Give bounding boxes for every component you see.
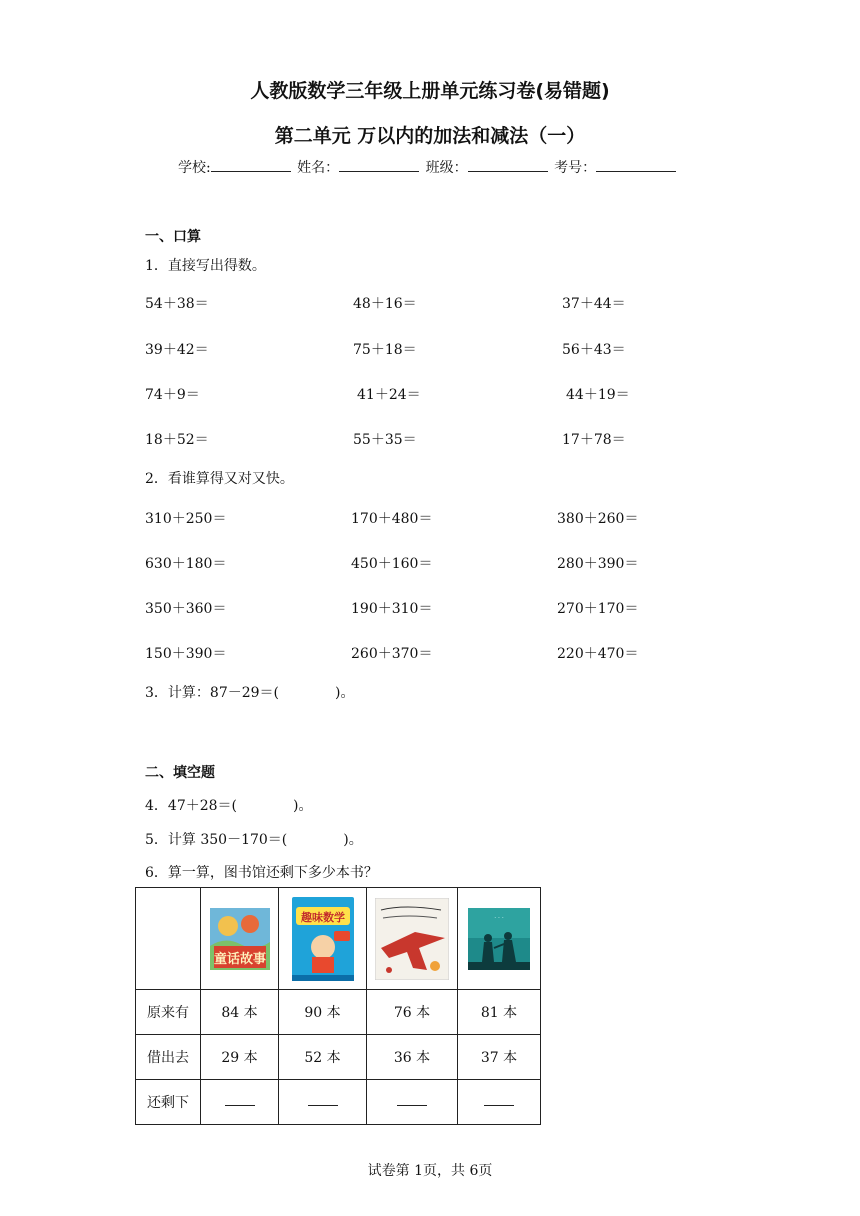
q2-item: 630＋180＝: [145, 556, 227, 572]
class-label: 班级：: [425, 160, 468, 176]
q2-item: 380＋260＝: [557, 511, 639, 527]
book-cover-airplane-icon: [375, 898, 449, 980]
school-blank[interactable]: [211, 157, 291, 172]
table-header-row: [136, 888, 541, 990]
q2-item: 260＋370＝: [351, 646, 433, 662]
q1-item: 54＋38＝: [145, 296, 209, 312]
row-label: 借出去: [136, 1035, 201, 1080]
class-blank[interactable]: [468, 157, 548, 172]
page-subtitle: 第二单元 万以内的加法和减法（一）: [274, 125, 586, 147]
answer-blank[interactable]: [484, 1095, 514, 1106]
answer-blank-cell[interactable]: [458, 1080, 541, 1125]
q2-item: 280＋390＝: [557, 556, 639, 572]
table-corner-cell: [136, 888, 201, 990]
q1-item: 75＋18＝: [353, 342, 417, 358]
book-cover-silhouette-icon: [468, 908, 530, 970]
table-cell: 29 本: [201, 1035, 279, 1080]
library-books-table: [135, 887, 541, 1125]
q1-item: 39＋42＝: [145, 342, 209, 358]
table-row: [136, 1080, 541, 1125]
page-title: 人教版数学三年级上册单元练习卷(易错题): [250, 80, 610, 102]
question-2-prompt: 2．看谁算得又对又快。: [145, 471, 294, 487]
q2-item: 350＋360＝: [145, 601, 227, 617]
table-cell: 76 本: [367, 990, 458, 1035]
table-row: [136, 1035, 541, 1080]
book-cell: [367, 888, 458, 990]
q1-item: 41＋24＝: [357, 387, 421, 403]
q1-item: 18＋52＝: [145, 432, 209, 448]
book-cell: [201, 888, 279, 990]
q1-item: 17＋78＝: [562, 432, 626, 448]
school-label: 学校:: [178, 160, 211, 176]
q2-item: 150＋390＝: [145, 646, 227, 662]
answer-blank[interactable]: [397, 1095, 427, 1106]
name-blank[interactable]: [339, 157, 419, 172]
exam-number-blank[interactable]: [596, 157, 676, 172]
row-label: 还剩下: [136, 1080, 201, 1125]
q2-item: 170＋480＝: [351, 511, 433, 527]
name-label: 姓名：: [297, 160, 340, 176]
table-cell: 90 本: [279, 990, 367, 1035]
exam-number-label: 考号：: [554, 160, 597, 176]
q2-item: 190＋310＝: [351, 601, 433, 617]
book-title-fun-math: 趣味数学: [300, 910, 345, 924]
table-cell: 36 本: [367, 1035, 458, 1080]
page-footer: 试卷第 1页，共 6页: [367, 1163, 493, 1179]
q1-item: 48＋16＝: [353, 296, 417, 312]
answer-blank[interactable]: [225, 1095, 255, 1106]
q1-item: 55＋35＝: [353, 432, 417, 448]
question-1-prompt: 1．直接写出得数。: [145, 258, 266, 274]
table-cell: 81 本: [458, 990, 541, 1035]
section-heading-oral: 一、口算: [145, 229, 201, 245]
q1-item: 44＋19＝: [566, 387, 630, 403]
q2-item: 220＋470＝: [557, 646, 639, 662]
answer-blank-cell[interactable]: [367, 1080, 458, 1125]
table-cell: 37 本: [458, 1035, 541, 1080]
question-5: 5．计算 350－170＝( )。: [145, 832, 363, 848]
svg-text:· · ·: · · ·: [494, 914, 504, 922]
table-cell: 84 本: [201, 990, 279, 1035]
book-cover-fairy-tales-icon: [210, 908, 270, 970]
row-label: 原来有: [136, 990, 201, 1035]
book-title-fairy-tales: 童话故事: [213, 951, 266, 967]
q1-item: 56＋43＝: [562, 342, 626, 358]
q2-item: 270＋170＝: [557, 601, 639, 617]
table-row: [136, 990, 541, 1035]
question-6-prompt: 6．算一算，图书馆还剩下多少本书？: [145, 865, 378, 881]
section-heading-fill-blank: 二、填空题: [145, 765, 215, 781]
q1-item: 74＋9＝: [145, 387, 200, 403]
student-info-line: [178, 157, 678, 177]
q2-item: 310＋250＝: [145, 511, 227, 527]
table-cell: 52 本: [279, 1035, 367, 1080]
book-cell: [458, 888, 541, 990]
q1-item: 37＋44＝: [562, 296, 626, 312]
answer-blank[interactable]: [308, 1095, 338, 1106]
book-cell: [279, 888, 367, 990]
answer-blank-cell[interactable]: [201, 1080, 279, 1125]
book-cover-fun-math-icon: [292, 897, 354, 981]
q2-item: 450＋160＝: [351, 556, 433, 572]
question-4: 4．47＋28＝( )。: [145, 798, 313, 814]
question-3: 3．计算：87－29＝( )。: [145, 685, 355, 701]
answer-blank-cell[interactable]: [279, 1080, 367, 1125]
